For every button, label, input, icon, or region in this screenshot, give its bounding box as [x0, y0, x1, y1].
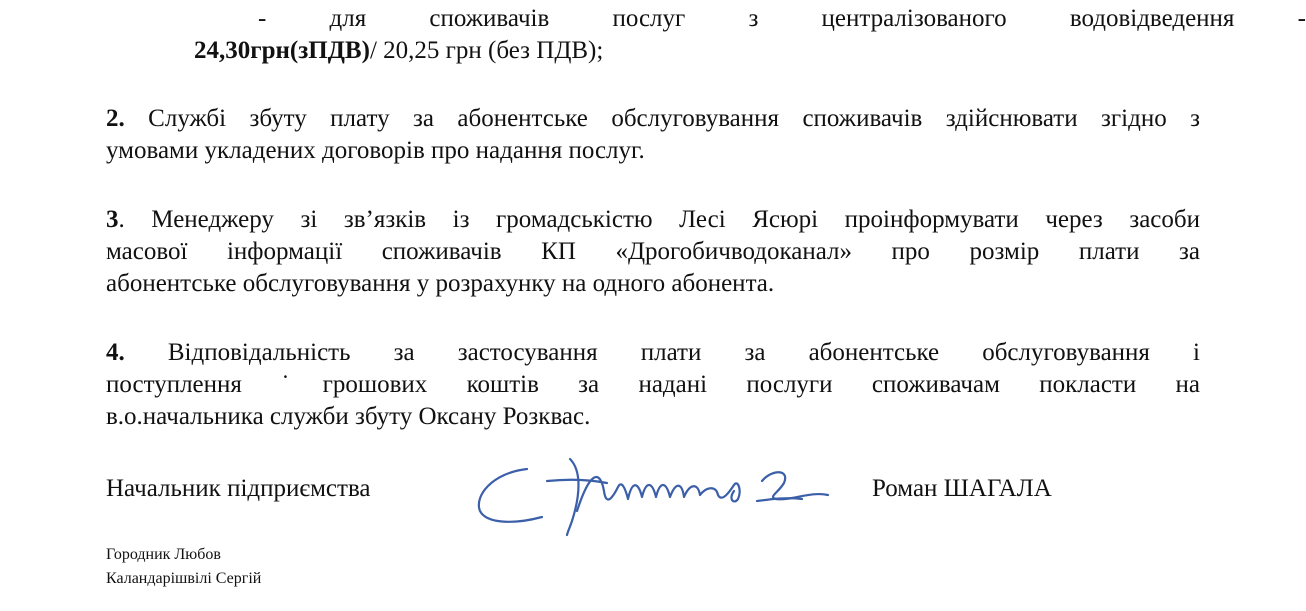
- item1-tail: [106, 3, 1306, 67]
- signature-row: [106, 473, 1206, 533]
- item4-paragraph: [106, 337, 1200, 433]
- item2-line2: умовами укладених договорів про надання послуг.: [106, 137, 645, 164]
- item2-paragraph: [106, 103, 1200, 167]
- item3-line3: абонентське обслуговування у розрахунку на одного абонента.: [106, 270, 775, 297]
- footer-author-1: Городник Любов: [106, 546, 221, 563]
- item2-line1: 2. Службі збуту плату за абонентське обслуговування споживачів здійснювати згідно з: [106, 105, 1200, 132]
- signatory-title: Начальник підприємства: [106, 475, 371, 502]
- signatory-name: Роман ШАГАЛА: [872, 475, 1052, 502]
- price-with-vat: 24,30грн(зПДВ): [194, 37, 370, 64]
- item3-number: 3: [106, 206, 119, 233]
- handwritten-signature: [472, 451, 842, 541]
- price-without-vat: / 20,25 грн (без ПДВ);: [369, 37, 604, 64]
- item3-line1: 3. Менеджеру зі зв’язків із громадськістю Лесі Ясюрі проінформувати через засоби: [106, 206, 1200, 233]
- item1-line1: - для споживачів послуг з централізованого водовідведення -: [258, 5, 1306, 32]
- item3-line2: масової інформації споживачів КП «Дрогобичводоканал» про розмір плати за: [106, 238, 1200, 265]
- item4-line2: поступлення ˙грошових коштів за надані послуги споживачам покласти на: [106, 371, 1200, 398]
- document-footer: [106, 543, 261, 591]
- item1-line2: [106, 35, 1200, 67]
- item3-paragraph: [106, 204, 1200, 300]
- item2-number: 2.: [106, 105, 125, 132]
- item4-line1: 4. Відповідальність за застосування плати за абонентське обслуговування і: [106, 339, 1200, 366]
- item4-line3: в.о.начальника служби збуту Оксану Розквас.: [106, 403, 591, 430]
- item4-number: 4.: [106, 339, 125, 366]
- footer-author-2: Каландарішвілі Сергій: [106, 570, 262, 587]
